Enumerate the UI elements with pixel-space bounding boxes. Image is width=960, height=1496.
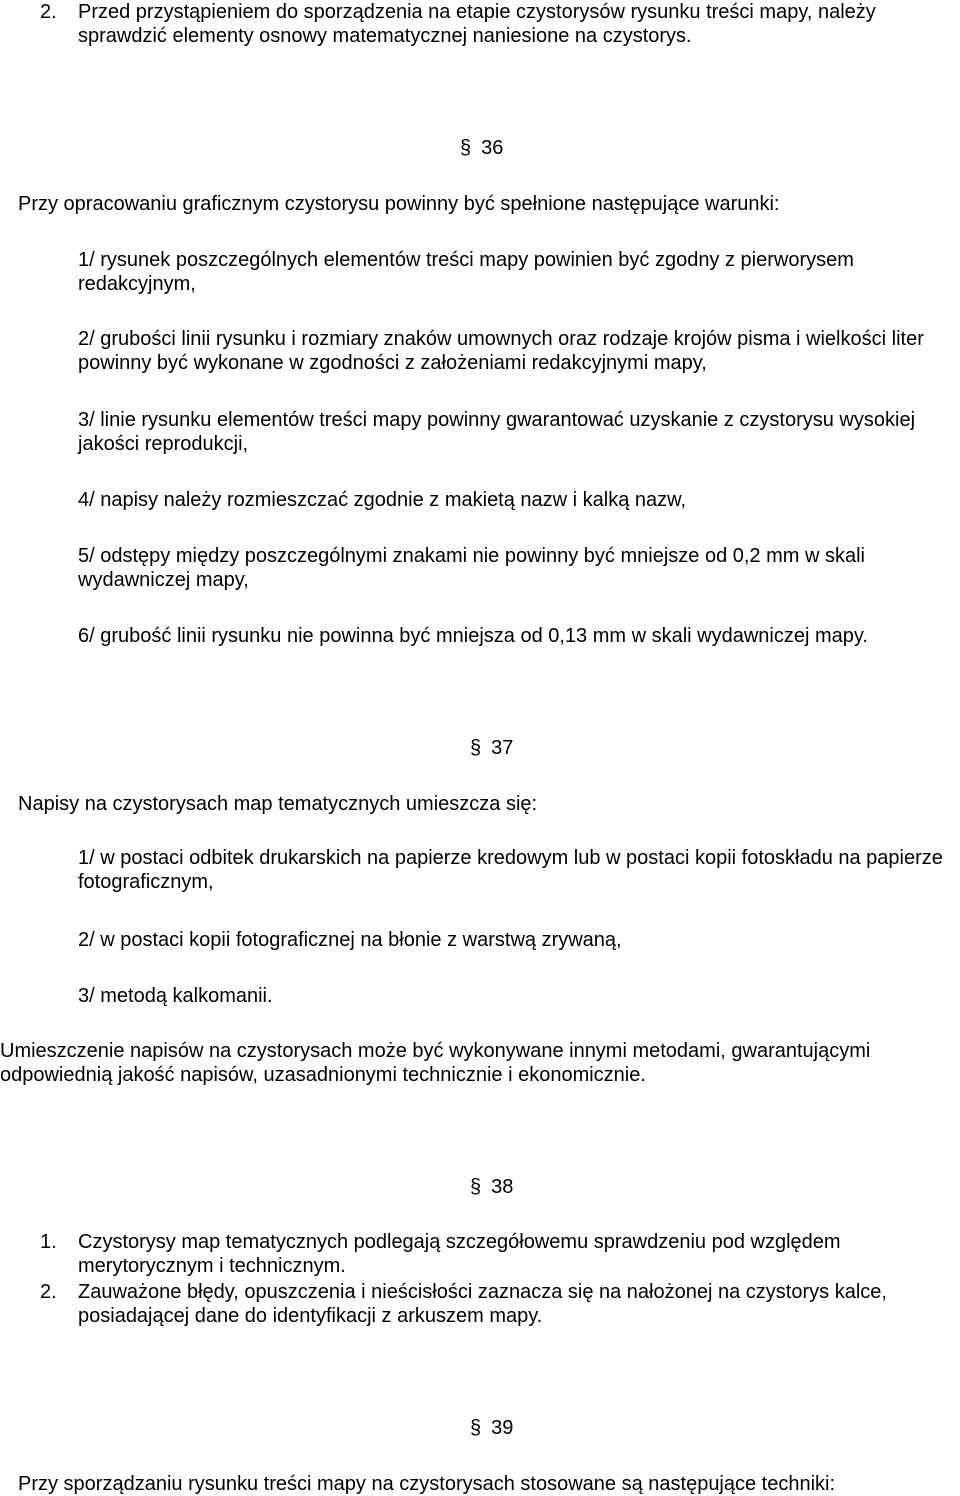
- section-36-item-3: 3/ linie rysunku elementów treści mapy powinny gwarantować uzyskanie z czystorysu wysokiej jakości reprodukcji,: [78, 409, 916, 455]
- section-number: 36: [481, 137, 504, 159]
- section-heading-36: [460, 136, 503, 160]
- section-38-item-1: [40, 1230, 956, 1278]
- section-37-closing: Umieszczenie napisów na czystorysach może być wykonywane innymi metodami, gwarantującymi odpowiednią jakość napisów, uzasadnionymi technicznie i ekonomicznie.: [0, 1040, 871, 1086]
- section-36-intro: Przy opracowaniu graficznym czystorysu powinny być spełnione następujące warunki:: [18, 193, 780, 215]
- section-39-intro: Przy sporządzaniu rysunku treści mapy na czystorysach stosowane są następujące techniki:: [18, 1473, 836, 1495]
- item-number: 2.: [40, 1, 57, 23]
- item-number: 1.: [40, 1231, 57, 1253]
- item-text: Przed przystąpieniem do sporządzenia na etapie czystorysów rysunku treści mapy, należy sprawdzić elementy osnowy matematycznej naniesione na czystorys.: [78, 1, 876, 47]
- item-number: 2.: [40, 1281, 57, 1303]
- section-37-item-1: 1/ w postaci odbitek drukarskich na papierze kredowym lub w postaci kopii fotoskładu na papierze fotograficznym,: [78, 847, 943, 893]
- item-text: Zauważone błędy, opuszczenia i nieścisłości zaznacza się na nałożonej na czystorys kalce, posiadającej dane do identyfikacji z arkuszem mapy.: [78, 1281, 887, 1327]
- section-36-item-4: 4/ napisy należy rozmieszczać zgodnie z makietą nazw i kalką nazw,: [78, 489, 687, 511]
- section-37-intro: Napisy na czystorysach map tematycznych umieszcza się:: [18, 793, 538, 815]
- section-heading-38: [470, 1175, 513, 1199]
- section-37-item-2: 2/ w postaci kopii fotograficznej na błonie z warstwą zrywaną,: [78, 929, 622, 951]
- section-36-item-1: 1/ rysunek poszczególnych elementów treści mapy powinien być zgodny z pierworysem redakcyjnym,: [78, 249, 854, 295]
- section-number: 39: [491, 1417, 514, 1439]
- section-heading-37: [470, 736, 513, 760]
- section-37-item-3: 3/ metodą kalkomanii.: [78, 985, 273, 1007]
- item-text: Czystorysy map tematycznych podlegają szczegółowemu sprawdzeniu pod względem merytorycznym i technicznym.: [78, 1231, 841, 1277]
- section-number: 37: [491, 737, 514, 759]
- section-36-item-6: 6/ grubość linii rysunku nie powinna być mniejsza od 0,13 mm w skali wydawniczej mapy.: [78, 625, 868, 647]
- section-38-item-2: [40, 1280, 956, 1328]
- section-number: 38: [491, 1176, 514, 1198]
- section-36-item-5: 5/ odstępy między poszczególnymi znakami nie powinny być mniejsze od 0,2 mm w skali wydawniczej mapy,: [78, 545, 866, 591]
- section-36-item-2: 2/ grubości linii rysunku i rozmiary znaków umownych oraz rodzaje krojów pisma i wielkości liter powinny być wykonane w zgodności z założeniami redakcyjnymi mapy,: [78, 328, 924, 374]
- section-sign: §: [470, 1176, 482, 1198]
- section-heading-39: [470, 1416, 513, 1440]
- section-sign: §: [470, 737, 482, 759]
- section-sign: §: [460, 137, 472, 159]
- top-numbered-item: [40, 0, 956, 48]
- section-sign: §: [470, 1417, 482, 1439]
